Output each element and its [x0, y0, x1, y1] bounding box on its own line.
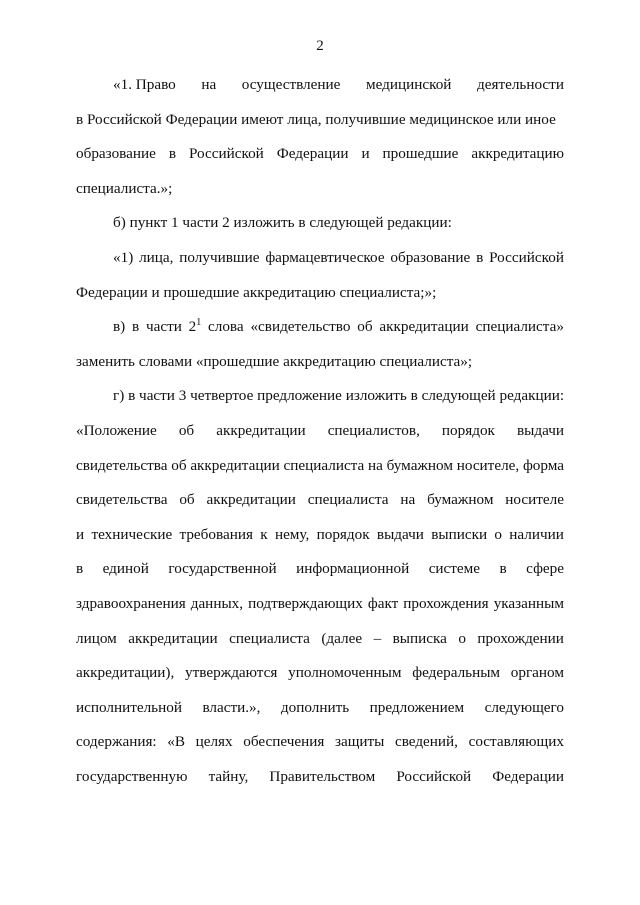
word: прохождения	[403, 594, 489, 612]
word: получившие	[179, 248, 260, 266]
word: деятельности	[477, 76, 564, 93]
word: на	[201, 76, 217, 93]
word: в	[168, 145, 176, 163]
word: наличии	[509, 525, 564, 543]
text-line: специалиста.»;	[76, 179, 173, 197]
word: требования	[179, 525, 253, 543]
text-line: заменить словами «прошедшие аккредитацию специалиста»;	[76, 352, 473, 370]
word: целях	[195, 733, 233, 751]
word: нему,	[274, 525, 310, 543]
text-line	[76, 587, 564, 622]
word: факт	[367, 594, 399, 612]
word: выписки	[431, 525, 488, 543]
word: –	[373, 629, 382, 647]
word: на	[368, 456, 383, 474]
word: в	[476, 248, 484, 266]
text-line	[76, 483, 564, 518]
word: государственную	[76, 767, 188, 785]
word: части	[145, 318, 182, 336]
word: Российской	[188, 145, 264, 163]
word: аккредитации	[216, 421, 306, 439]
word: здравоохранения	[76, 594, 186, 612]
word: Правительством	[269, 767, 376, 785]
text-line	[76, 760, 564, 795]
word: о	[494, 525, 502, 543]
word: содержания:	[76, 733, 157, 751]
word: (далее	[321, 629, 363, 647]
word: дополнить	[280, 698, 350, 716]
word: выдачи	[376, 525, 424, 543]
word: выписка	[392, 629, 447, 647]
word: уполномоченным	[288, 664, 402, 682]
text-line: в Российской Федерации имеют лица, получившие медицинское или иное	[76, 110, 556, 128]
word: бумажном	[427, 491, 494, 509]
word: аккредитации	[379, 318, 469, 336]
word: образование	[390, 248, 471, 266]
text-line	[76, 449, 564, 484]
word: специалиста	[283, 456, 365, 474]
word: носителе,	[456, 456, 520, 474]
text-line: г) в части 3 четвертое предложение изложить в следующей редакции:	[113, 387, 565, 405]
word: к	[260, 525, 268, 543]
word: порядок	[316, 525, 370, 543]
word: образование	[76, 145, 156, 163]
word: прохождении	[477, 629, 564, 647]
word: в	[132, 318, 140, 336]
word: «свидетельство	[250, 318, 351, 336]
word: фармацевтическое	[265, 248, 385, 266]
word: форма	[522, 456, 564, 474]
word: в	[76, 560, 84, 578]
word: технические	[91, 525, 173, 543]
text-line	[76, 656, 564, 691]
word: тайну,	[208, 767, 249, 785]
word: медицинской	[365, 76, 452, 93]
word: Российской	[396, 767, 472, 785]
text-line	[76, 725, 564, 760]
superscript: 1	[196, 317, 202, 329]
word: власти.»,	[202, 698, 261, 716]
word: порядок	[441, 421, 495, 439]
text-line	[76, 137, 564, 172]
word: о	[458, 629, 466, 647]
word: указанным	[493, 594, 564, 612]
word: выдачи	[516, 421, 564, 439]
word: специалистов,	[327, 421, 420, 439]
word: об	[178, 421, 195, 439]
text-line	[76, 68, 564, 103]
word: государственной	[168, 560, 277, 578]
word: составляющих	[468, 733, 564, 751]
word: специалиста»	[475, 318, 564, 336]
word: Федерации	[492, 767, 564, 785]
word: и	[76, 525, 85, 543]
word: органом	[510, 664, 564, 682]
word: «Положение	[76, 421, 157, 439]
text-line	[76, 518, 564, 553]
word: следующего	[484, 698, 564, 716]
text-line	[76, 552, 564, 587]
word: аккредитации	[128, 629, 218, 647]
page-number: 2	[316, 38, 324, 54]
word: Федерации	[276, 145, 349, 163]
word: подтверждающих	[248, 594, 363, 612]
word: об	[171, 456, 187, 474]
word: носителе	[505, 491, 564, 509]
word: аккредитации	[190, 456, 280, 474]
word: сведений,	[394, 733, 458, 751]
word: утверждаются	[185, 664, 278, 682]
word: аккредитации),	[76, 664, 175, 682]
word: «1. Право	[113, 76, 176, 93]
word: об	[179, 491, 195, 509]
word: осуществление	[241, 76, 341, 93]
word: в)	[113, 318, 126, 336]
word: «В	[167, 733, 185, 751]
word: Российской	[489, 248, 564, 266]
text-line	[76, 241, 564, 276]
word: прошедшие	[382, 145, 459, 163]
word: обеспечения	[243, 733, 325, 751]
word: сфере	[526, 560, 564, 578]
document-body	[76, 68, 564, 794]
word: бумажном	[386, 456, 453, 474]
word: единой	[102, 560, 149, 578]
word: слова	[208, 318, 244, 336]
word: $2^1$	[188, 317, 202, 336]
word: системе	[428, 560, 481, 578]
word: аккредитацию	[471, 145, 564, 163]
word: на	[400, 491, 416, 509]
word: специалиста	[307, 491, 389, 509]
text-line: б) пункт 1 части 2 изложить в следующей редакции:	[113, 214, 452, 232]
word: защиты	[334, 733, 385, 751]
text-line: Федерации и прошедшие аккредитацию специалиста;»;	[76, 283, 437, 301]
word: и	[361, 145, 370, 163]
word: свидетельства	[76, 491, 168, 509]
word: об	[357, 318, 373, 336]
word: федеральным	[412, 664, 501, 682]
word: лицом	[76, 629, 117, 647]
word: свидетельства	[76, 456, 168, 474]
word: информационной	[296, 560, 410, 578]
word: специалиста	[229, 629, 310, 647]
word: исполнительной	[76, 698, 182, 716]
word: «1)	[113, 248, 134, 266]
word: предложением	[369, 698, 465, 716]
text-line	[76, 414, 564, 449]
word: аккредитации	[206, 491, 296, 509]
text-line	[76, 691, 564, 726]
word: лица,	[139, 248, 174, 266]
word: в	[499, 560, 507, 578]
text-line	[76, 310, 564, 345]
word: данных,	[190, 594, 244, 612]
text-line	[76, 622, 564, 657]
